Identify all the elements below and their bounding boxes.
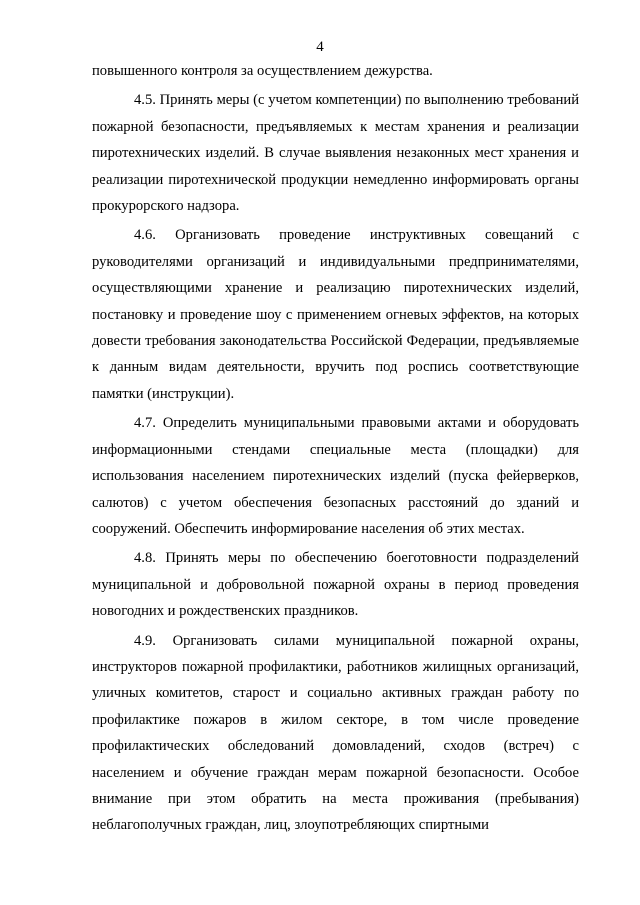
paragraph-4-6: 4.6. Организовать проведение инструктивных совещаний с руководителями организаций и индивидуальными предпринимателями, осуществляющими хранение и реализацию пиротехнических изделий, постановку и проведение шоу с применением огневых эффектов, на которых довести требования законодательства Российской Федерации, предъявляемые к данным видам деятельности, вручить под роспись соответствующие памятки (инструкции). xyxy=(92,227,579,402)
page-number: 4 xyxy=(316,39,324,55)
paragraph-continuation: повышенного контроля за осуществлением дежурства. xyxy=(92,63,433,79)
paragraph-4-9: 4.9. Организовать силами муниципальной пожарной охраны, инструкторов пожарной профилактики, работников жилищных организаций, уличных комитетов, старост и социально активных граждан работу по профилактике пожаров в жилом секторе, в том числе проведение профилактических обследований домовладений, сходов (встреч) с населением и обучение граждан мерам пожарной безопасности. Особое внимание при этом обратить на места проживания (пребывания) неблагополучных граждан, лиц, злоупотребляющих спиртными xyxy=(92,632,579,834)
document-body xyxy=(92,58,579,842)
paragraph-4-8: 4.8. Принять меры по обеспечению боеготовности подразделений муниципальной и добровольной пожарной охраны в период проведения новогодних и рождественских праздников. xyxy=(92,550,579,620)
paragraph-4-7: 4.7. Определить муниципальными правовыми актами и оборудовать информационными стендами специальные места (площадки) для использования населением пиротехнических изделий (пуска фейерверков, салютов) с учетом обеспечения безопасных расстояний до зданий и сооружений. Обеспечить информирование населения об этих местах. xyxy=(92,415,579,537)
paragraph-4-5: 4.5. Принять меры (с учетом компетенции) по выполнению требований пожарной безопасности, предъявляемых к местам хранения и реализации пиротехнических изделий. В случае выявления незаконных мест хранения и реализации пиротехнической продукции немедленно информировать органы прокурорского надзора. xyxy=(92,92,579,215)
